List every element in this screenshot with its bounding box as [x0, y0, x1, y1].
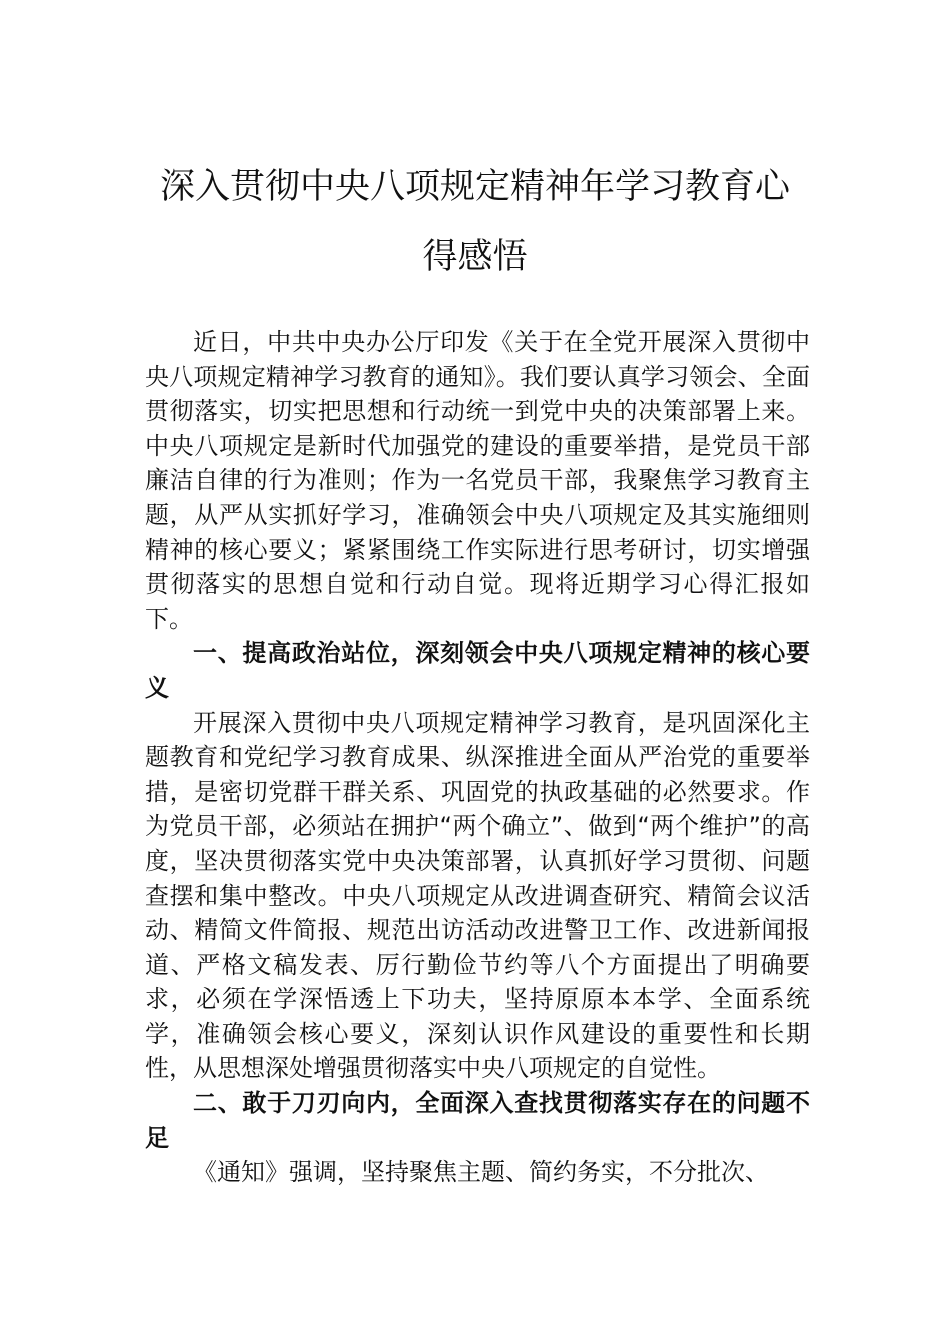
document-title-line-2: 得感悟: [422, 237, 528, 277]
section-heading-2: 二、敢于刀刃向内，全面深入查找贯彻落实存在的问题不足: [145, 1089, 810, 1152]
document-title-line-1: 深入贯彻中央八项规定精神年学习教育心: [159, 167, 790, 207]
section-heading-1: 一、提高政治站位，深刻领会中央八项规定精神的核心要义: [145, 639, 810, 702]
document-body: [145, 325, 810, 1190]
intro-paragraph: 近日，中共中央办公厅印发《关于在全党开展深入贯彻中央八项规定精神学习教育的通知》。我们要认真学习领会、全面贯彻落实，切实把思想和行动统一到党中央的决策部署上来。中央八项规定是新时代加强党的建设的重要举措，是党员干部廉洁自律的行为准则；作为一名党员干部，我聚焦学习教育主题，从严从实抓好学习，准确领会中央八项规定及其实施细则精神的核心要义；紧紧围绕工作实际进行思考研讨，切实增强贯彻落实的思想自觉和行动自觉。现将近期学习心得汇报如下。: [145, 328, 810, 633]
section-1-paragraph: 开展深入贯彻中央八项规定精神学习教育，是巩固深化主题教育和党纪学习教育成果、纵深推进全面从严治党的重要举措，是密切党群干群关系、巩固党的执政基础的必然要求。作为党员干部，必须站在拥护“两个确立”、做到“两个维护”的高度，坚决贯彻落实党中央决策部署，认真抓好学习贯彻、问题查摆和集中整改。中央八项规定从改进调查研究、精简会议活动、精简文件简报、规范出访活动改进警卫工作、改进新闻报道、严格文稿发表、厉行勤俭节约等八个方面提出了明确要求，必须在学深悟透上下功夫，坚持原原本本学、全面系统学，准确领会核心要义，深刻认识作风建设的重要性和长期性，从思想深处增强贯彻落实中央八项规定的自觉性。: [145, 708, 810, 1083]
section-2-paragraph: 《通知》强调，坚持聚焦主题、简约务实，不分批次、: [193, 1158, 769, 1187]
